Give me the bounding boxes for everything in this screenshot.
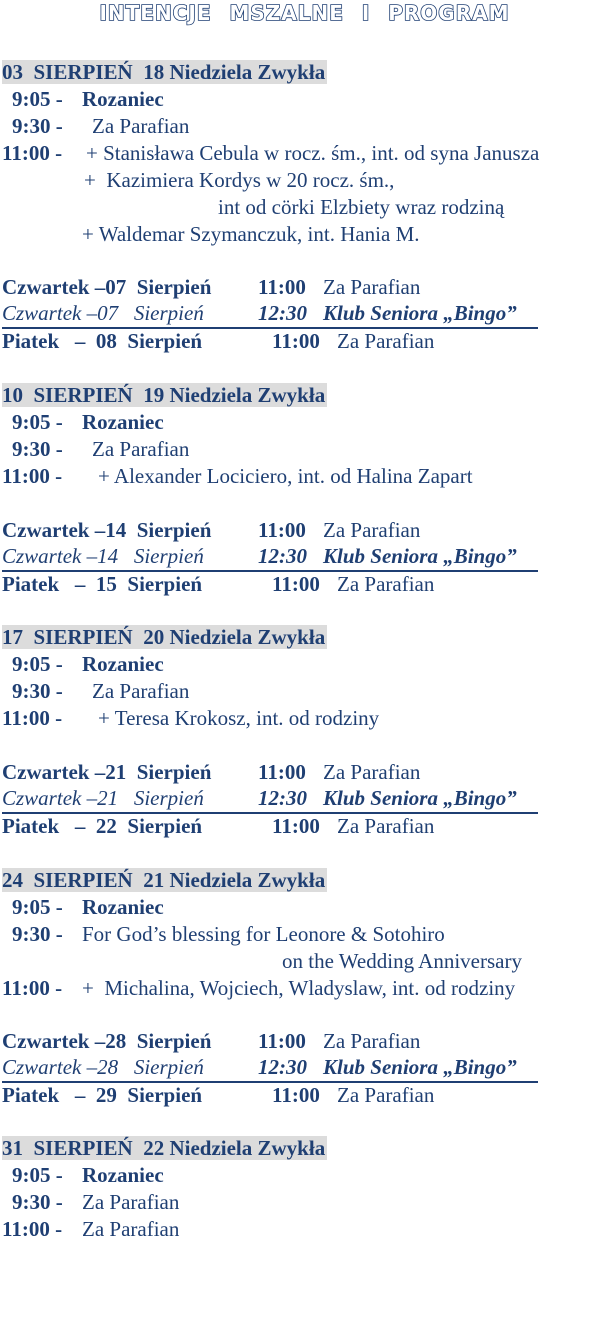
mass-intention: Za Parafian xyxy=(92,679,190,703)
mass-intention: Za Parafian xyxy=(82,1190,180,1214)
sunday-heading xyxy=(2,382,327,409)
weekday-time: 12:30 xyxy=(258,301,307,325)
weekday-row-club xyxy=(2,786,538,814)
mass-intention: Rozaniec xyxy=(82,87,164,111)
weekday-intention: Za Parafian xyxy=(337,1083,435,1107)
weekday-intention: Klub Seniora „Bingo” xyxy=(323,544,517,568)
weekday-row-club xyxy=(2,301,538,329)
weekday-intention: Za Parafian xyxy=(337,814,435,838)
mass-time: 9:30 - xyxy=(12,1190,63,1214)
weekday-date: Czwartek –07 Sierpień xyxy=(2,301,204,325)
weekday-date: Piatek – 29 Sierpień xyxy=(2,1083,203,1107)
weekday-row-club xyxy=(2,1055,538,1083)
mass-time: 9:30 - xyxy=(12,922,63,946)
mass-time: 11:00 - xyxy=(2,976,63,1000)
sunday-heading-text: 10 SIERPIEŃ 19 Niedziela Zwykła xyxy=(2,383,326,407)
weekday-time: 11:00 xyxy=(258,275,306,299)
weekday-intention: Klub Seniora „Bingo” xyxy=(323,786,517,810)
mass-intention: int od cörki Elzbiety wraz rodziną xyxy=(218,195,505,219)
weekday-time: 12:30 xyxy=(258,544,307,568)
sunday-heading-text: 17 SIERPIEŃ 20 Niedziela Zwykła xyxy=(2,625,326,649)
mass-intention: Za Parafian xyxy=(92,114,190,138)
mass-intention: + Kazimiera Kordys w 20 rocz. śm., xyxy=(84,168,395,192)
mass-intention: on the Wedding Anniversary xyxy=(282,949,522,973)
weekday-time: 11:00 xyxy=(272,572,320,596)
mass-time: 9:05 - xyxy=(12,410,63,434)
weekday-date: Czwartek –14 Sierpień xyxy=(2,518,212,542)
weekday-intention: Klub Seniora „Bingo” xyxy=(323,301,517,325)
mass-time: 11:00 - xyxy=(2,706,63,730)
weekday-time: 11:00 xyxy=(272,329,320,353)
mass-intention: + Teresa Krokosz, int. od rodziny xyxy=(98,706,380,730)
weekday-time: 11:00 xyxy=(258,1029,306,1053)
mass-intention: + Waldemar Szymanczuk, int. Hania M. xyxy=(82,222,420,246)
weekday-intention: Za Parafian xyxy=(337,572,435,596)
mass-intention: + Stanisława Cebula w rocz. śm., int. od syna Janusza xyxy=(86,141,540,165)
weekday-date: Czwartek –28 Sierpień xyxy=(2,1055,204,1079)
mass-intention: Za Parafian xyxy=(82,1217,180,1241)
weekday-time: 12:30 xyxy=(258,1055,307,1079)
mass-time: 11:00 - xyxy=(2,464,63,488)
mass-intention: Rozaniec xyxy=(82,895,164,919)
sunday-heading xyxy=(2,1135,327,1162)
weekday-time: 12:30 xyxy=(258,786,307,810)
sunday-heading-text: 03 SIERPIEŃ 18 Niedziela Zwykła xyxy=(2,60,326,84)
weekday-intention: Za Parafian xyxy=(323,1029,421,1053)
mass-intention: + Alexander Lociciero, int. od Halina Zapart xyxy=(98,464,473,488)
mass-time: 9:30 - xyxy=(12,114,63,138)
mass-time: 9:30 - xyxy=(12,679,63,703)
mass-intention: Rozaniec xyxy=(82,410,164,434)
mass-intention: + Michalina, Wojciech, Wladyslaw, int. od rodziny xyxy=(82,976,516,1000)
weekday-time: 11:00 xyxy=(258,760,306,784)
mass-time: 11:00 - xyxy=(2,1217,63,1241)
weekday-date: Czwartek –07 Sierpień xyxy=(2,275,212,299)
sunday-heading xyxy=(2,624,327,651)
weekday-intention: Za Parafian xyxy=(323,760,421,784)
sunday-heading-text: 31 SIERPIEŃ 22 Niedziela Zwykła xyxy=(2,1136,326,1160)
mass-intention: Rozaniec xyxy=(82,1163,164,1187)
page-title: INTENCJE MSZALNE I PROGRAM xyxy=(99,1,510,25)
weekday-date: Czwartek –21 Sierpień xyxy=(2,760,212,784)
mass-time: 9:05 - xyxy=(12,895,63,919)
weekday-date: Czwartek –14 Sierpień xyxy=(2,544,204,568)
sunday-heading xyxy=(2,867,327,894)
mass-time: 9:05 - xyxy=(12,652,63,676)
weekday-intention: Klub Seniora „Bingo” xyxy=(323,1055,517,1079)
mass-time: 9:05 - xyxy=(12,87,63,111)
weekday-date: Czwartek –28 Sierpień xyxy=(2,1029,212,1053)
weekday-time: 11:00 xyxy=(272,1083,320,1107)
weekday-date: Czwartek –21 Sierpień xyxy=(2,786,204,810)
weekday-date: Piatek – 08 Sierpień xyxy=(2,329,203,353)
sunday-heading-text: 24 SIERPIEŃ 21 Niedziela Zwykła xyxy=(2,868,326,892)
weekday-date: Piatek – 15 Sierpień xyxy=(2,572,203,596)
weekday-time: 11:00 xyxy=(258,518,306,542)
mass-time: 9:30 - xyxy=(12,437,63,461)
sunday-heading xyxy=(2,59,327,86)
weekday-date: Piatek – 22 Sierpień xyxy=(2,814,203,838)
mass-intention: Za Parafian xyxy=(92,437,190,461)
weekday-row-club xyxy=(2,544,538,572)
weekday-intention: Za Parafian xyxy=(323,518,421,542)
mass-time: 9:05 - xyxy=(12,1163,63,1187)
weekday-time: 11:00 xyxy=(272,814,320,838)
weekday-intention: Za Parafian xyxy=(323,275,421,299)
weekday-intention: Za Parafian xyxy=(337,329,435,353)
mass-time: 11:00 - xyxy=(2,141,63,165)
mass-intention: For God’s blessing for Leonore & Sotohiro xyxy=(82,922,445,946)
mass-intention: Rozaniec xyxy=(82,652,164,676)
